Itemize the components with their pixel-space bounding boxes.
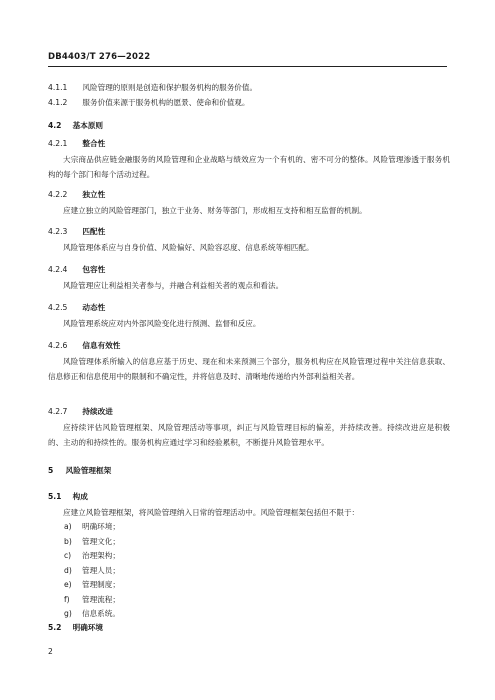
clause-4-1-1 (48, 82, 257, 93)
clause-4-1-2 (48, 97, 249, 108)
clause-4-2-6-body: 风险管理体系所输入的信息应基于历史、现在和未来预测三个部分，服务机构应在风险管理过程中关注信息获取、信息修正和信息使用中的限制和不确定性，并将信息及时、清晰地传递给内外部利益相关者。 (48, 357, 450, 381)
list-marker: d) (64, 565, 72, 575)
list-text: 明确环境； (82, 522, 120, 531)
clause-title: 整合性 (82, 139, 106, 148)
list-item (64, 520, 120, 535)
list-text: 管理文化； (82, 536, 120, 546)
list-text: 管理流程； (82, 594, 120, 604)
list-item (64, 578, 120, 593)
list-item (64, 607, 120, 622)
list-item (64, 549, 120, 564)
clause-4-2-6-heading (48, 340, 120, 351)
list-text: 治理架构； (82, 551, 120, 560)
list-text: 管理人员； (82, 565, 120, 575)
clause-number: 4.2.7 (48, 407, 68, 416)
page-number: 2 (48, 647, 53, 656)
list-marker: g) (64, 609, 72, 618)
clause-4-2-5-heading (48, 302, 105, 313)
list-text: 信息系统。 (82, 609, 120, 618)
clause-4-2-2-heading (48, 189, 105, 200)
clause-title: 包容性 (82, 265, 106, 274)
section-number: 5.1 (48, 492, 62, 501)
clause-title: 信息有效性 (82, 341, 121, 350)
clause-4-2-7-heading (48, 406, 113, 417)
clause-4-2-4-body: 风险管理应让利益相关者参与，并融合利益相关者的观点和看法。 (63, 281, 284, 290)
clause-4-2-4-heading (48, 264, 105, 275)
list-item (64, 564, 120, 579)
clause-4-2-7-body: 应持续评估风险管理框架、风险管理活动等事项，纠正与风险管理目标的偏差，并持续改善。持续改进应是积极的、主动的和持续性的。服务机构应通过学习和经验累积，不断提升风险管理水平。 (48, 423, 450, 447)
list-item (64, 593, 120, 608)
section-4-2-heading (48, 120, 103, 131)
clause-4-2-5-body: 风险管理系统应对内外部风险变化进行预测、监督和反应。 (63, 319, 261, 328)
list-item (64, 535, 120, 550)
chapter-title: 风险管理框架 (65, 466, 112, 475)
section-title: 构成 (72, 492, 88, 501)
clause-number: 4.2.4 (48, 265, 68, 274)
section-5-1-heading (48, 491, 88, 502)
clause-title: 匹配性 (82, 227, 106, 236)
clause-4-2-2-body: 应建立独立的风险管理部门，独立于业务、财务等部门，形成相互支持和相互监督的机制。 (63, 206, 367, 215)
section-title: 明确环境 (72, 623, 104, 632)
list-marker: a) (64, 522, 72, 531)
section-title: 基本原则 (72, 121, 104, 130)
list-marker: e) (64, 580, 72, 589)
clause-number: 4.2.2 (48, 190, 68, 199)
clause-text: 风险管理的原则是创造和保护服务机构的服务价值。 (82, 83, 258, 92)
section-number: 4.2 (48, 121, 62, 130)
section-5-1-body: 应建立风险管理框架，将风险管理纳入日常的管理活动中。风险管理框架包括但不限于： (63, 508, 360, 517)
section-number: 5.2 (48, 623, 62, 632)
list-marker: f) (64, 594, 70, 604)
list-marker: c) (64, 551, 72, 560)
header-rule (48, 66, 447, 67)
list-marker: b) (64, 536, 72, 546)
clause-number: 4.1.2 (48, 98, 68, 107)
clause-4-2-3-body: 风险管理体系应与自身价值、风险偏好、风险容忍度、信息系统等相匹配。 (63, 243, 314, 252)
clause-4-2-1-heading (48, 138, 105, 149)
document-code: DB4403/T 276—2022 (48, 52, 151, 62)
clause-number: 4.2.6 (48, 341, 68, 350)
chapter-number: 5 (48, 466, 54, 475)
list-text: 管理制度； (82, 580, 120, 589)
clause-text: 服务价值来源于服务机构的愿景、使命和价值观。 (82, 98, 250, 107)
clause-number: 4.1.1 (48, 83, 68, 92)
clause-title: 独立性 (82, 190, 106, 199)
clause-title: 动态性 (82, 303, 106, 312)
framework-components-list (64, 520, 120, 622)
clause-4-2-1-body: 大宗商品供应链金融服务的风险管理和企业战略与绩效应为一个有机的、密不可分的整体。风险管理渗透于服务机构的每个部门和每个活动过程。 (48, 155, 450, 179)
clause-number: 4.2.1 (48, 139, 68, 148)
section-5-2-heading (48, 622, 103, 633)
clause-4-2-3-heading (48, 226, 105, 237)
clause-title: 持续改进 (82, 407, 113, 416)
clause-number: 4.2.3 (48, 227, 68, 236)
chapter-5-heading (48, 465, 111, 476)
clause-number: 4.2.5 (48, 303, 68, 312)
